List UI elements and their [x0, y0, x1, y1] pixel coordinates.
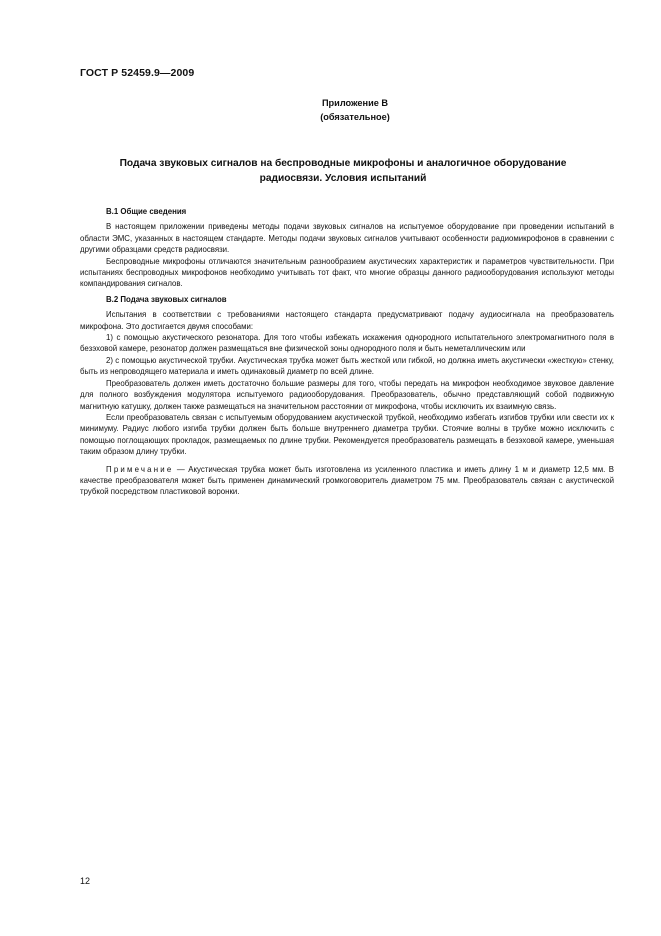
paragraph: Если преобразователь связан с испытуемым оборудованием акустической трубкой, необходимо избегать изгибов трубки или свести их к минимуму. Радиус любого изгиба трубки должен быть больше внутреннего диаметра трубки. Стоячие волны в трубке можно исключить с помощью поглощающих прокладок, размещаемых по длине трубки. Рекомендуется преобразователь размещать в безэховой камере, уменьшая таким образом длину трубки. [80, 412, 614, 457]
appendix-label: Приложение В [321, 98, 389, 108]
title-line-2: радиосвязи. Условия испытаний [259, 173, 427, 184]
document-title [88, 156, 598, 186]
paragraph: Преобразователь должен иметь достаточно большие размеры для того, чтобы передать на микрофон необходимое звуковое давление для полного возбуждения модулятора испытуемого радиооборудования. Преобразователь, обычно представляющий собой подвижную магнитную катушку, должен также размещаться на значительном расстоянии от микрофона, чтобы исключить их взаимную связь. [80, 378, 614, 411]
note-paragraph [80, 464, 614, 498]
document-body [80, 203, 614, 498]
standard-header: ГОСТ Р 52459.9—2009 [80, 67, 195, 79]
list-item: 2) с помощью акустической трубки. Акустическая трубка может быть жесткой или гибкой, но должна иметь акустически «жесткую» стенку, быть из непроводящего материала и иметь одинаковый диаметр по всей длине. [80, 355, 614, 377]
paragraph: В настоящем приложении приведены методы подачи звуковых сигналов на испытуемое оборудование при проведении испытаний в области ЭМС, указанных в настоящем стандарте. Методы подачи звуковых сигналов учитывают особенности радиомикрофонов в сравнении с другими образцами средств радиосвязи. [80, 222, 614, 255]
section-heading-signal-feed: В.2 Подача звуковых сигналов [106, 294, 227, 304]
appendix-status: (обязательное) [320, 112, 390, 122]
section-heading-general: В.1 Общие сведения [106, 207, 187, 216]
paragraph: Испытания в соответствии с требованиями настоящего стандарта предусматривают подачу аудиосигнала на преобразователь микрофона. Это достигается двумя способами: [80, 310, 614, 331]
list-item: 1) с помощью акустического резонатора. Для того чтобы избежать искажения однородного испытательного электромагнитного поля в безэховой камере, резонатор должен размещаться вне физической зоны однородного поля и быть неметаллическим или [80, 333, 614, 354]
title-line-1: Подача звуковых сигналов на беспроводные микрофоны и аналогичное оборудование [119, 158, 567, 169]
note-text: — Акустическая трубка может быть изготовлена из усиленного пластика и иметь длину 1 м и диаметр 12,5 мм. В качестве преобразователя может быть применен динамический громкоговоритель диаметром 75 мм. Преобразователь связан с акустической трубкой посредством пластиковой воронки. [80, 464, 614, 497]
paragraph: Беспроводные микрофоны отличаются значительным разнообразием акустических характеристик и параметров чувствительности. При испытаниях беспроводных микрофонов необходимо учитывать тот факт, что многие образцы данного радиооборудования используют методы компандирования сигналов. [80, 256, 614, 289]
appendix-block [80, 96, 621, 124]
page-number: 12 [80, 876, 91, 886]
note-label: Примечание [106, 464, 174, 474]
